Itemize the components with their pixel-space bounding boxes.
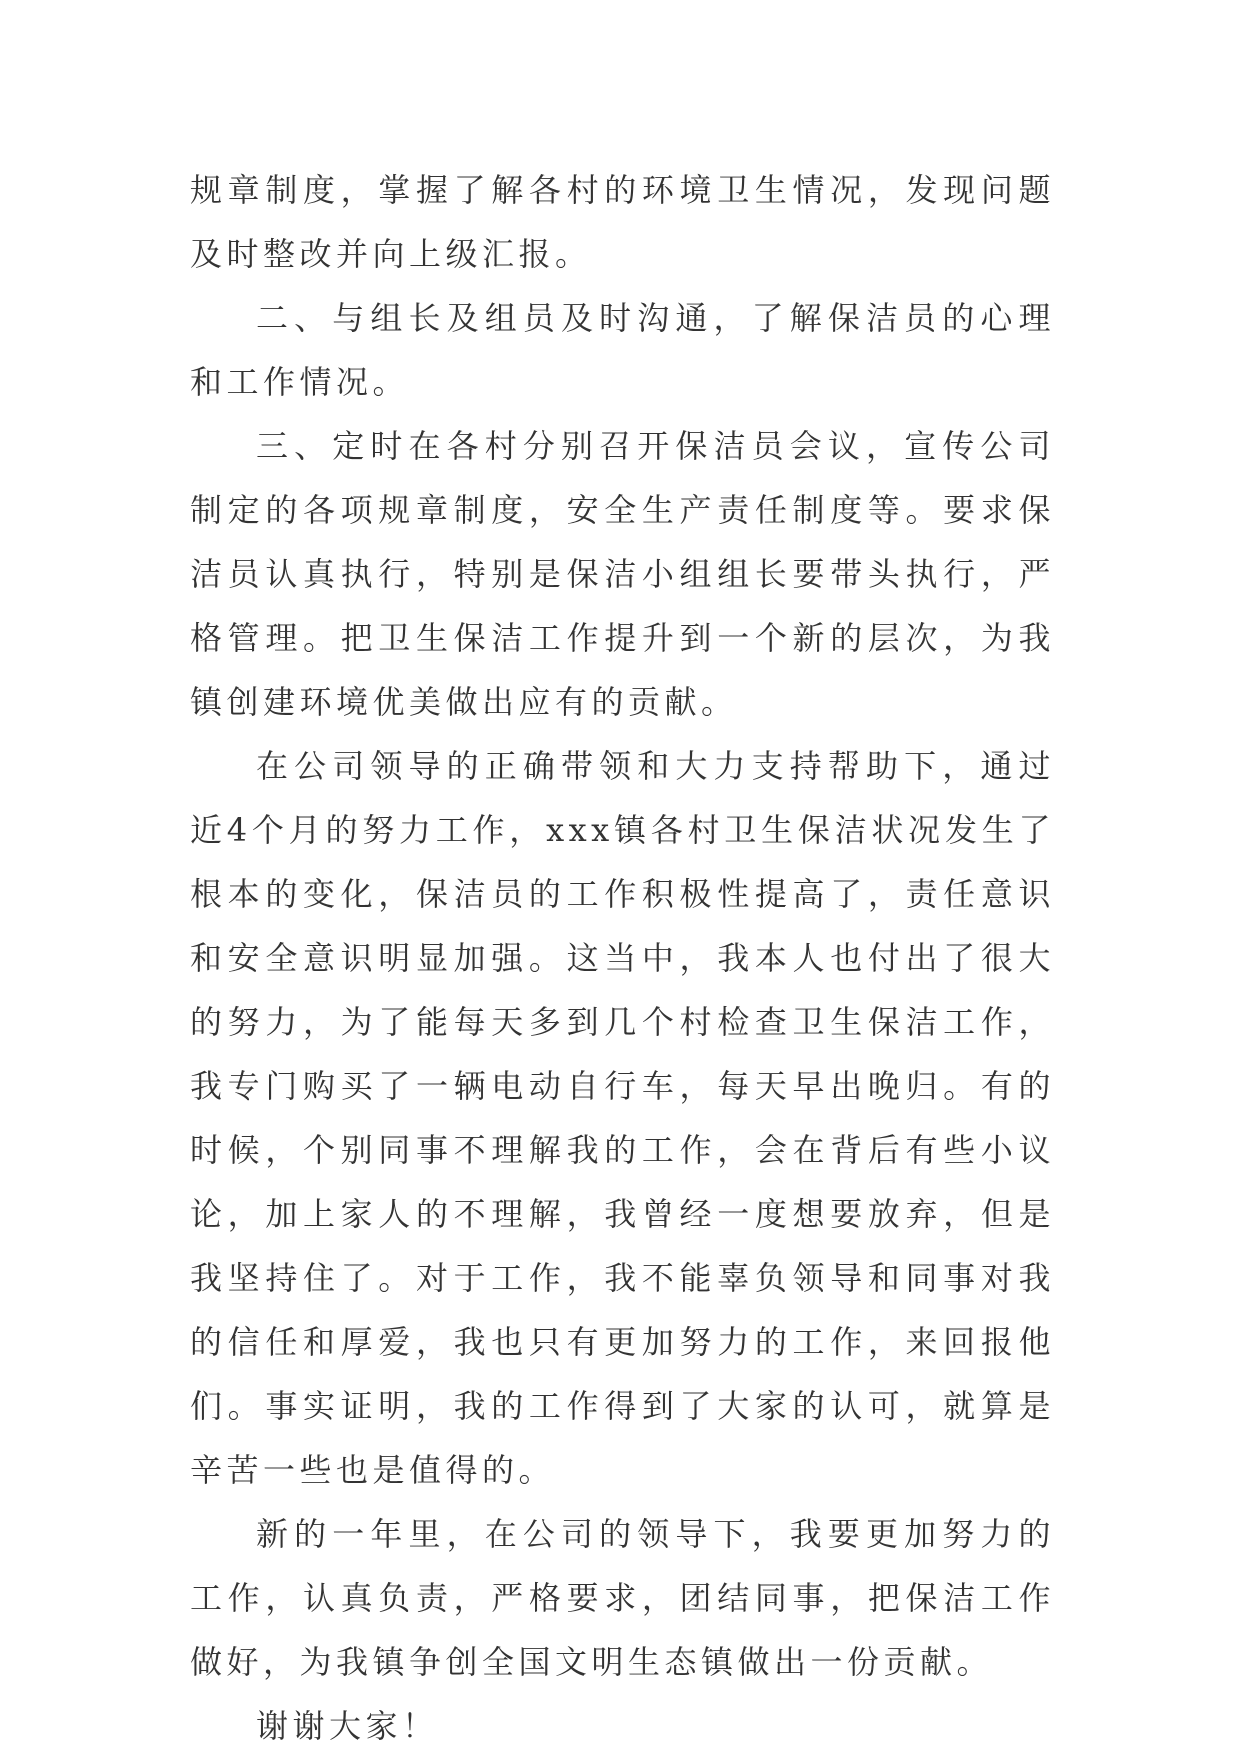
paragraph-item-three: 三、定时在各村分别召开保洁员会议，宣传公司制定的各项规章制度，安全生产责任制度等。要求保洁员认真执行，特别是保洁小组组长要带头执行，严格管理。把卫生保洁工作提升到一个新的层次，为我镇创建环境优美做出应有的贡献。 [190,427,1055,721]
paragraph-item-two: 二、与组长及组员及时沟通，了解保洁员的心理和工作情况。 [190,299,1055,401]
paragraph-work-summary: 在公司领导的正确带领和大力支持帮助下，通过近4个月的努力工作，xxx镇各村卫生保洁状况发生了根本的变化，保洁员的工作积极性提高了，责任意识和安全意识明显加强。这当中，我本人也付出了很大的努力，为了能每天多到几个村检查卫生保洁工作，我专门购买了一辆电动自行车，每天早出晚归。有的时候，个别同事不理解我的工作，会在背后有些小议论，加上家人的不理解，我曾经一度想要放弃，但是我坚持住了。对于工作，我不能辜负领导和同事对我的信任和厚爱，我也只有更加努力的工作，来回报他们。事实证明，我的工作得到了大家的认可，就算是辛苦一些也是值得的。 [190,747,1055,1489]
paragraph-closing-thanks: 谢谢大家！ [256,1707,439,1745]
document-body [190,158,1055,1758]
paragraph-rules-continuation: 规章制度，掌握了解各村的环境卫生情况，发现问题及时整改并向上级汇报。 [190,171,1055,273]
paragraph-new-year-plan: 新的一年里，在公司的领导下，我要更加努力的工作，认真负责，严格要求，团结同事，把保洁工作做好，为我镇争创全国文明生态镇做出一份贡献。 [190,1515,1055,1681]
